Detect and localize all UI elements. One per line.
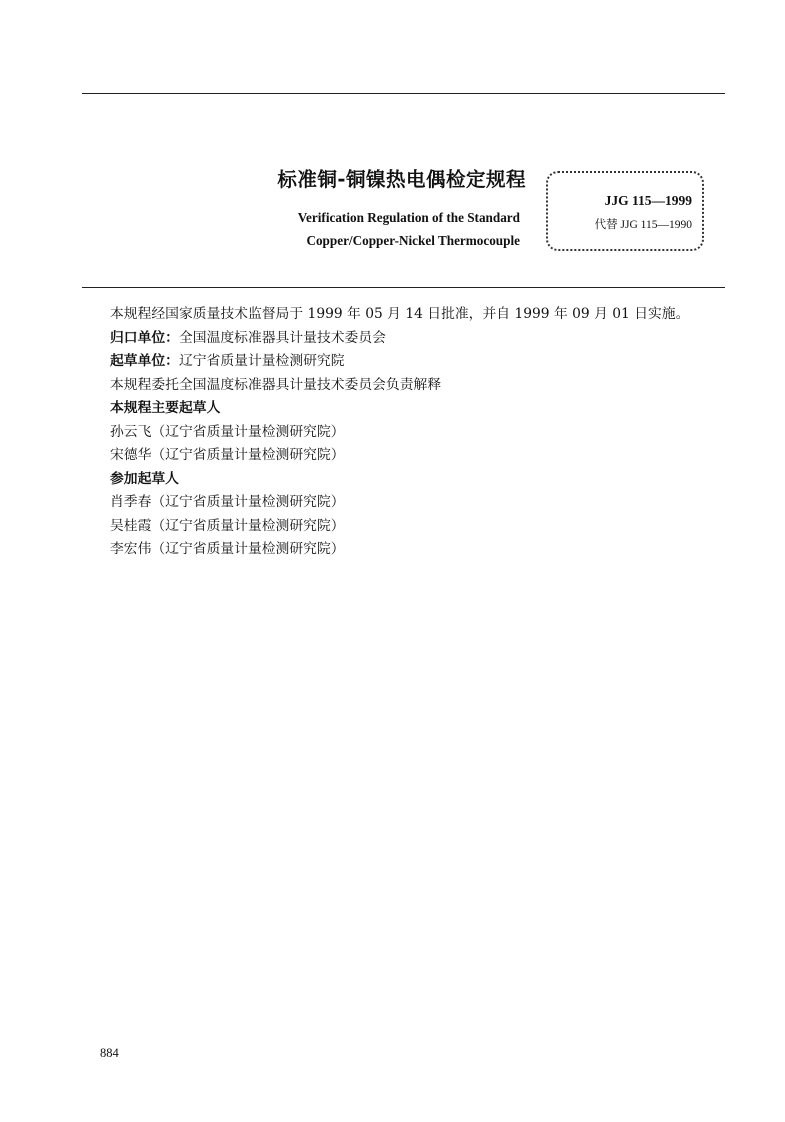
main-drafter-item: 宋德华（辽宁省质量计量检测研究院） — [110, 447, 345, 463]
top-rule — [82, 93, 725, 94]
page-number: 884 — [100, 1046, 119, 1060]
document-body — [82, 303, 727, 562]
responsible-unit-line — [110, 327, 727, 351]
main-drafter-item: 孙云飞（辽宁省质量计量检测研究院） — [110, 423, 345, 440]
responsible-unit-label: 归口单位： — [110, 329, 179, 346]
title-english-line-2: Copper/Copper-Nickel Thermocouple — [306, 233, 520, 248]
participant-item: 吴桂霞（辽宁省质量计量检测研究院） — [110, 517, 345, 534]
participant-item: 李宏伟（辽宁省质量计量检测研究院） — [110, 541, 345, 557]
drafting-unit-line — [110, 350, 727, 374]
regulation-code: JJG 115—1999 — [604, 193, 692, 208]
title-english-line-1: Verification Regulation of the Standard — [297, 210, 520, 225]
participants-heading: 参加起草人 — [110, 470, 179, 487]
participant-item: 肖季春（辽宁省质量计量检测研究院） — [110, 494, 345, 510]
header-divider — [82, 287, 725, 288]
drafting-unit-value: 辽宁省质量计量检测研究院 — [178, 353, 345, 369]
replaced-regulation-code: 代替 JJG 115—1990 — [594, 219, 692, 231]
title-chinese: 标准铜-铜镍热电偶检定规程 — [277, 168, 526, 191]
interpretation-statement: 本规程委托全国温度标准器具计量技术委员会负责解释 — [110, 376, 442, 393]
drafting-unit-label: 起草单位： — [110, 353, 179, 369]
responsible-unit-value: 全国温度标准器具计量技术委员会 — [178, 329, 386, 346]
main-drafters-heading: 本规程主要起草人 — [110, 400, 221, 416]
approval-statement: 本规程经国家质量技术监督局于 1999 年 05 月 14 日批准，并自 1999 年 09 月 01 日实施。 — [110, 306, 690, 322]
regulation-code-box — [546, 171, 704, 251]
